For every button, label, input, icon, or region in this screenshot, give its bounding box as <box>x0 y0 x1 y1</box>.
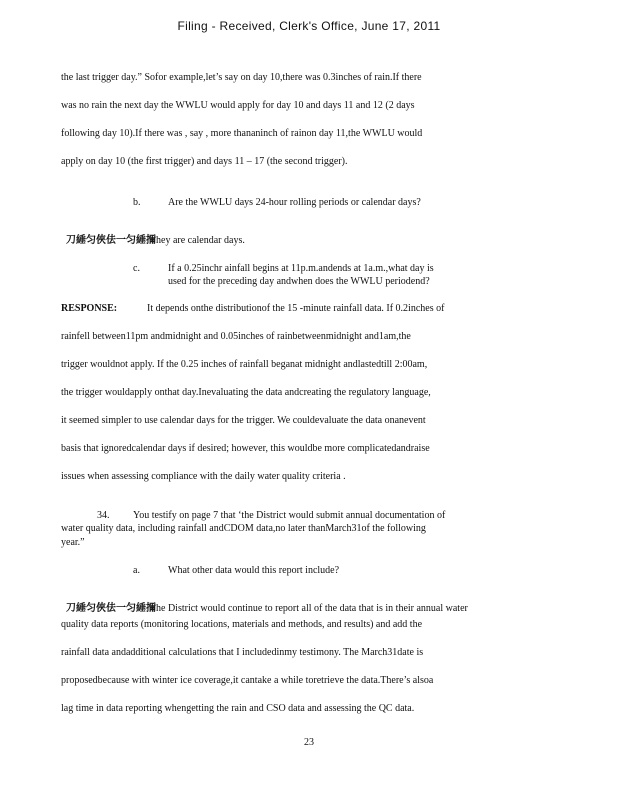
item-c-label: c. <box>133 263 140 274</box>
answer-a-line-2: quality data reports (monitoring locations, materials and methods, and results) and add the <box>61 619 423 630</box>
para1-line-2: was no rain the next day the WWLU would apply for day 10 and days 11 and 12 (2 days <box>61 100 415 111</box>
response-line-1: It depends onthe distributionof the 15 -minute rainfall data. If 0.2inches of <box>147 303 445 314</box>
response-label: RESPONSE: <box>61 303 118 314</box>
page-number: 23 <box>304 737 314 748</box>
response-line-6: basis that ignoredcalendar days if desired; however, this wouldbe more complicatedandraise <box>61 443 430 454</box>
item-34-line-2: water quality data, including rainfall andCDOM data,no later thanMarch31of the following <box>61 523 426 534</box>
answer-b-garbled-prefix: 刀綞匀俠佉一匀綞擟 <box>66 235 156 246</box>
answer-a-line-1 <box>61 591 468 615</box>
para1-line-4: apply on day 10 (the first trigger) and days 11 – 17 (the second trigger). <box>61 156 348 167</box>
para1-line-3: following day 10).If there was , say , more thananinch of rainon day 11,the WWLU would <box>61 128 423 139</box>
item-34-line-1: You testify on page 7 that ‘the District would submit annual documentation of <box>133 510 446 521</box>
item-b-question: Are the WWLU days 24-hour rolling periods or calendar days? <box>168 197 421 208</box>
answer-b-text: hey are calendar days. <box>156 235 245 246</box>
item-34-number: 34. <box>97 510 110 521</box>
answer-a-line-5: lag time in data reporting whengetting the rain and CSO data and assessing the QC data. <box>61 703 415 714</box>
item-34-line-3: year.” <box>61 537 85 548</box>
item-b-label: b. <box>133 197 141 208</box>
response-line-4: the trigger wouldapply onthat day.Inevaluating the data andcreating the regulatory language, <box>61 387 431 398</box>
item-a-question: What other data would this report include? <box>168 565 340 576</box>
answer-a-garbled-prefix: 刀綞匀俠佉一匀綞擟 <box>66 603 156 614</box>
response-line-3: trigger wouldnot apply. If the 0.25 inches of rainfall beganat midnight andlastedtill 2:00am, <box>61 359 428 370</box>
item-a-label: a. <box>133 565 140 576</box>
filing-header: Filing - Received, Clerk's Office, June 17, 2011 <box>177 19 441 33</box>
item-c-line-1: If a 0.25inchr ainfall begins at 11p.m.andends at 1a.m.,what day is <box>168 263 434 274</box>
answer-a-line-3: rainfall data andadditional calculations that I includedinmy testimony. The March31date is <box>61 647 424 658</box>
response-line-2: rainfell between11pm andmidnight and 0.05inches of rainbetweenmidnight and1am,the <box>61 331 411 342</box>
answer-b <box>61 223 245 247</box>
answer-a-line-4: proposedbecause with winter ice coverage,it cantake a while toretrieve the data.There’s alsoa <box>61 675 434 686</box>
para1-line-1: the last trigger day.” Sofor example,let’s say on day 10,there was 0.3inches of rain.If there <box>61 72 422 83</box>
response-line-5: it seemed simpler to use calendar days for the trigger. We couldevaluate the data onanevent <box>61 415 426 426</box>
response-line-7: issues when assessing compliance with the daily water quality criteria . <box>61 471 346 482</box>
item-c-line-2: used for the preceding day andwhen does the WWLU periodend? <box>168 276 430 287</box>
answer-a-text: he District would continue to report all of the data that is in their annual water <box>156 603 468 614</box>
